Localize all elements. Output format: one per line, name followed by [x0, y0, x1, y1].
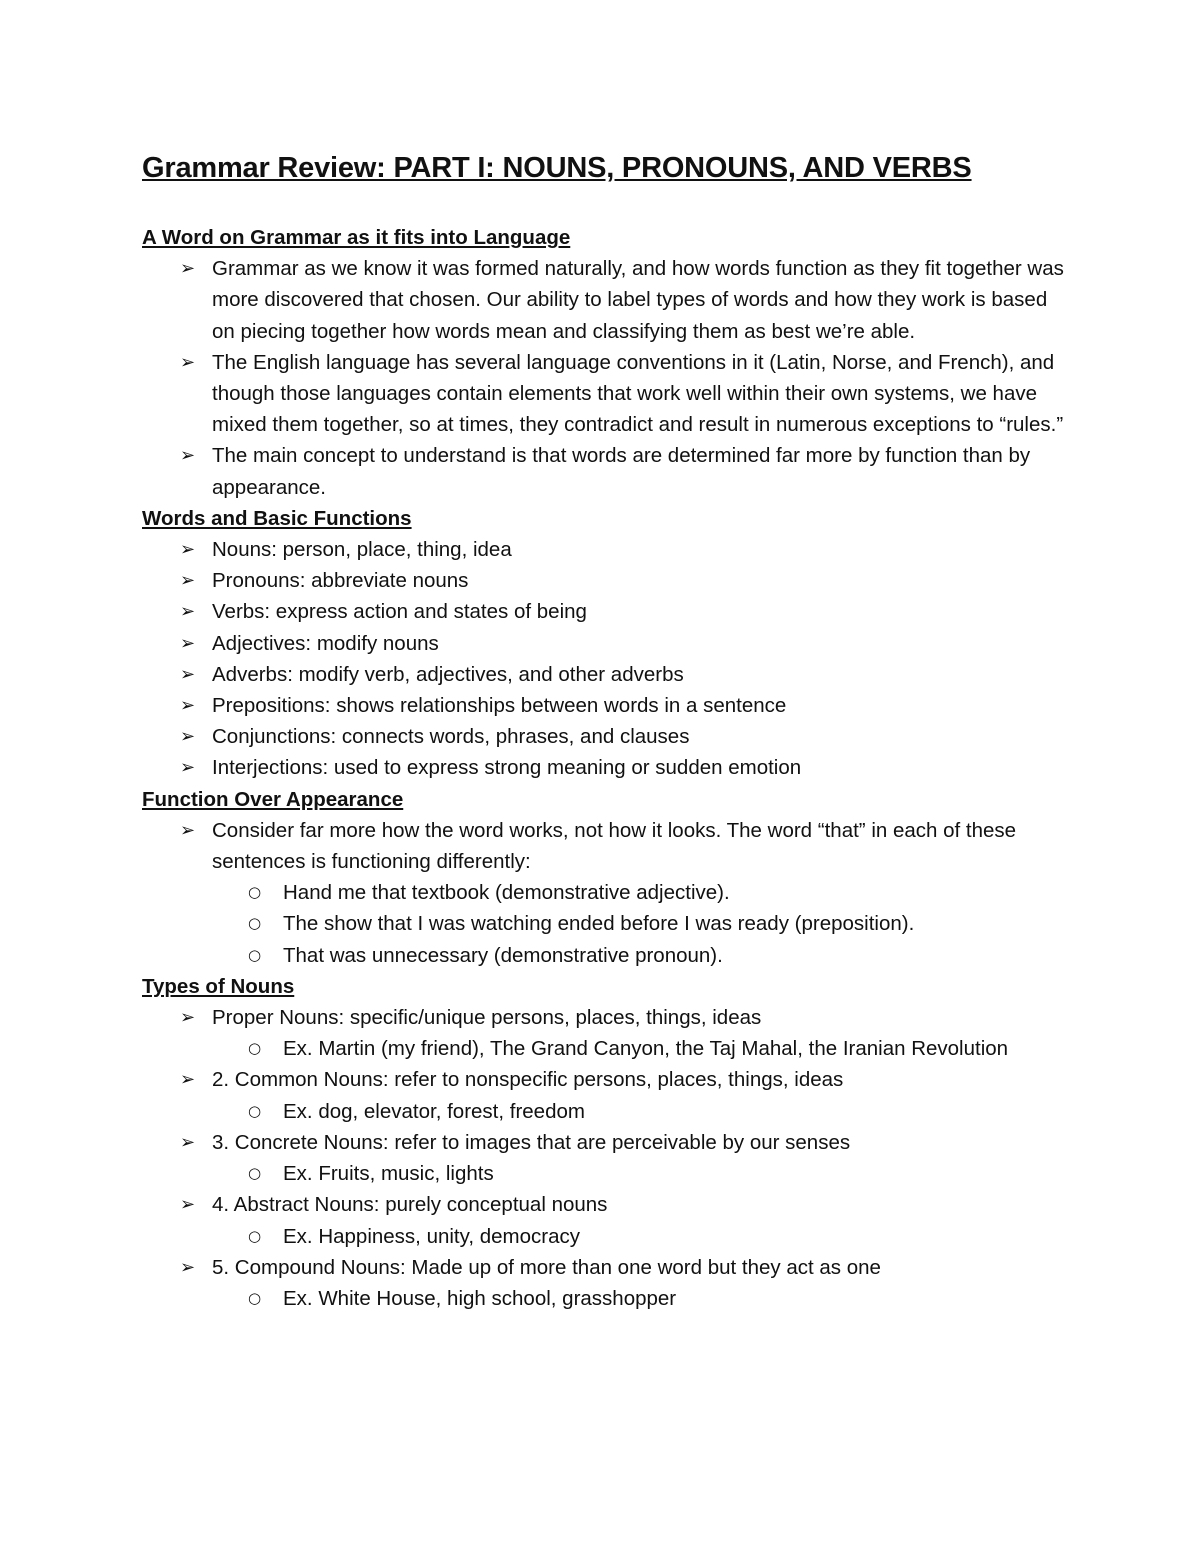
sub-bullet-list: [212, 1033, 1072, 1064]
sub-list-item: [212, 1221, 1072, 1252]
list-item-text: Grammar as we know it was formed naturally, and how words function as they fit together was more discovered that chosen. Our ability to label types of words and how they work is based on piecing together how words mean and classifying them as best we’re able.: [212, 257, 1064, 343]
list-item: [142, 1189, 1072, 1251]
list-item: [142, 1127, 1072, 1189]
sub-bullet-list: [212, 877, 1072, 971]
sub-list-item-text: Hand me that textbook (demonstrative adjective).: [283, 881, 730, 905]
title-spacer: [142, 188, 1072, 222]
sub-list-item-text: That was unnecessary (demonstrative pronoun).: [283, 943, 723, 967]
list-item: [142, 659, 1072, 690]
list-item: [142, 534, 1072, 565]
list-item: [142, 347, 1072, 441]
list-item-text: Verbs: express action and states of being: [212, 600, 587, 624]
sub-list-item-text: Ex. White House, high school, grasshopper: [283, 1286, 677, 1310]
sub-bullet-list: [212, 1158, 1072, 1189]
circle-bullet-icon: ○: [248, 1226, 262, 1245]
arrow-bullet-icon: ➢: [180, 539, 196, 561]
circle-bullet-icon: ○: [248, 914, 262, 933]
document-page: [142, 148, 1072, 1314]
list-item: [142, 1252, 1072, 1314]
list-item: [142, 628, 1072, 659]
arrow-bullet-icon: ➢: [180, 1069, 196, 1091]
section-types-of-nouns: [142, 971, 1072, 1314]
list-item-text: 3. Concrete Nouns: refer to images that are perceivable by our senses: [212, 1130, 851, 1154]
section-heading: A Word on Grammar as it fits into Language: [142, 226, 571, 249]
section-heading: Function Over Appearance: [142, 787, 404, 811]
list-item: [142, 1002, 1072, 1064]
list-item-text: Prepositions: shows relationships between words in a sentence: [212, 694, 787, 718]
sub-list-item-text: Ex. Happiness, unity, democracy: [283, 1224, 580, 1248]
list-item-text: Pronouns: abbreviate nouns: [212, 569, 469, 593]
list-item: [142, 690, 1072, 721]
sub-list-item: [212, 1096, 1072, 1127]
sub-list-item: [212, 940, 1072, 971]
section-basic-functions: [142, 503, 1072, 784]
sub-list-item: [212, 908, 1072, 939]
section-heading: Types of Nouns: [142, 974, 295, 998]
arrow-bullet-icon: ➢: [180, 1131, 196, 1153]
list-item: [142, 815, 1072, 971]
list-item-text: 4. Abstract Nouns: purely conceptual nouns: [212, 1193, 608, 1217]
arrow-bullet-icon: ➢: [180, 351, 196, 373]
sub-list-item: [212, 1033, 1072, 1064]
sub-list-item-text: Ex. Martin (my friend), The Grand Canyon, the Taj Mahal, the Iranian Revolution: [283, 1037, 1009, 1061]
list-item: [142, 565, 1072, 596]
sub-list-item-text: The show that I was watching ended before I was ready (preposition).: [283, 912, 915, 936]
sub-list-item: [212, 1158, 1072, 1189]
list-item: [142, 440, 1072, 502]
sub-list-item-text: Ex. dog, elevator, forest, freedom: [283, 1099, 585, 1123]
arrow-bullet-icon: ➢: [180, 570, 196, 592]
list-item-text: Adverbs: modify verb, adjectives, and other adverbs: [212, 662, 684, 686]
list-item: [142, 596, 1072, 627]
page-title: Grammar Review: PART I: NOUNS, PRONOUNS, AND VERBS: [142, 152, 972, 184]
arrow-bullet-icon: ➢: [180, 663, 196, 685]
section-heading: Words and Basic Functions: [142, 506, 412, 530]
section-grammar-language: [142, 222, 1072, 503]
sub-bullet-list: [212, 1221, 1072, 1252]
circle-bullet-icon: ○: [248, 1101, 262, 1120]
arrow-bullet-icon: ➢: [180, 1194, 196, 1216]
bullet-list: [142, 815, 1072, 971]
circle-bullet-icon: ○: [248, 1288, 262, 1307]
circle-bullet-icon: ○: [248, 945, 262, 964]
circle-bullet-icon: ○: [248, 1039, 262, 1058]
sub-list-item: [212, 1283, 1072, 1314]
circle-bullet-icon: ○: [248, 883, 262, 902]
bullet-list: [142, 534, 1072, 784]
list-item-text: Interjections: used to express strong meaning or sudden emotion: [212, 756, 802, 780]
list-item-text: 2. Common Nouns: refer to nonspecific persons, places, things, ideas: [212, 1068, 844, 1092]
section-function-over-appearance: [142, 784, 1072, 971]
list-item-text: The English language has several language conventions in it (Latin, Norse, and French), and though those languages contain elements that work well within their own systems, we have mixed them together, so at times, they contradict and result in numerous exceptions to “rules.”: [212, 350, 1064, 437]
list-item-text: The main concept to understand is that words are determined far more by function than by appearance.: [212, 444, 1031, 499]
arrow-bullet-icon: ➢: [180, 819, 196, 841]
list-item-text: Adjectives: modify nouns: [212, 631, 439, 655]
list-item: [142, 1064, 1072, 1126]
arrow-bullet-icon: ➢: [180, 632, 196, 654]
circle-bullet-icon: ○: [248, 1164, 262, 1183]
arrow-bullet-icon: ➢: [180, 258, 196, 280]
arrow-bullet-icon: ➢: [180, 757, 196, 779]
arrow-bullet-icon: ➢: [180, 1256, 196, 1278]
list-item-text: Consider far more how the word works, not how it looks. The word “that” in each of these sentences is functioning differently:: [212, 818, 1017, 874]
arrow-bullet-icon: ➢: [180, 601, 196, 623]
arrow-bullet-icon: ➢: [180, 445, 196, 467]
list-item-text: Nouns: person, place, thing, idea: [212, 538, 512, 562]
list-item: [142, 721, 1072, 752]
sub-bullet-list: [212, 1283, 1072, 1314]
bullet-list: [142, 253, 1072, 503]
arrow-bullet-icon: ➢: [180, 1007, 196, 1029]
arrow-bullet-icon: ➢: [180, 695, 196, 717]
list-item-text: Conjunctions: connects words, phrases, and clauses: [212, 725, 690, 749]
list-item: [142, 253, 1072, 347]
sub-list-item: [212, 877, 1072, 908]
arrow-bullet-icon: ➢: [180, 726, 196, 748]
list-item-text: Proper Nouns: specific/unique persons, places, things, ideas: [212, 1006, 762, 1030]
list-item: [142, 752, 1072, 783]
sub-list-item-text: Ex. Fruits, music, lights: [283, 1162, 494, 1186]
sub-bullet-list: [212, 1096, 1072, 1127]
list-item-text: 5. Compound Nouns: Made up of more than one word but they act as one: [212, 1255, 881, 1279]
bullet-list: [142, 1002, 1072, 1314]
